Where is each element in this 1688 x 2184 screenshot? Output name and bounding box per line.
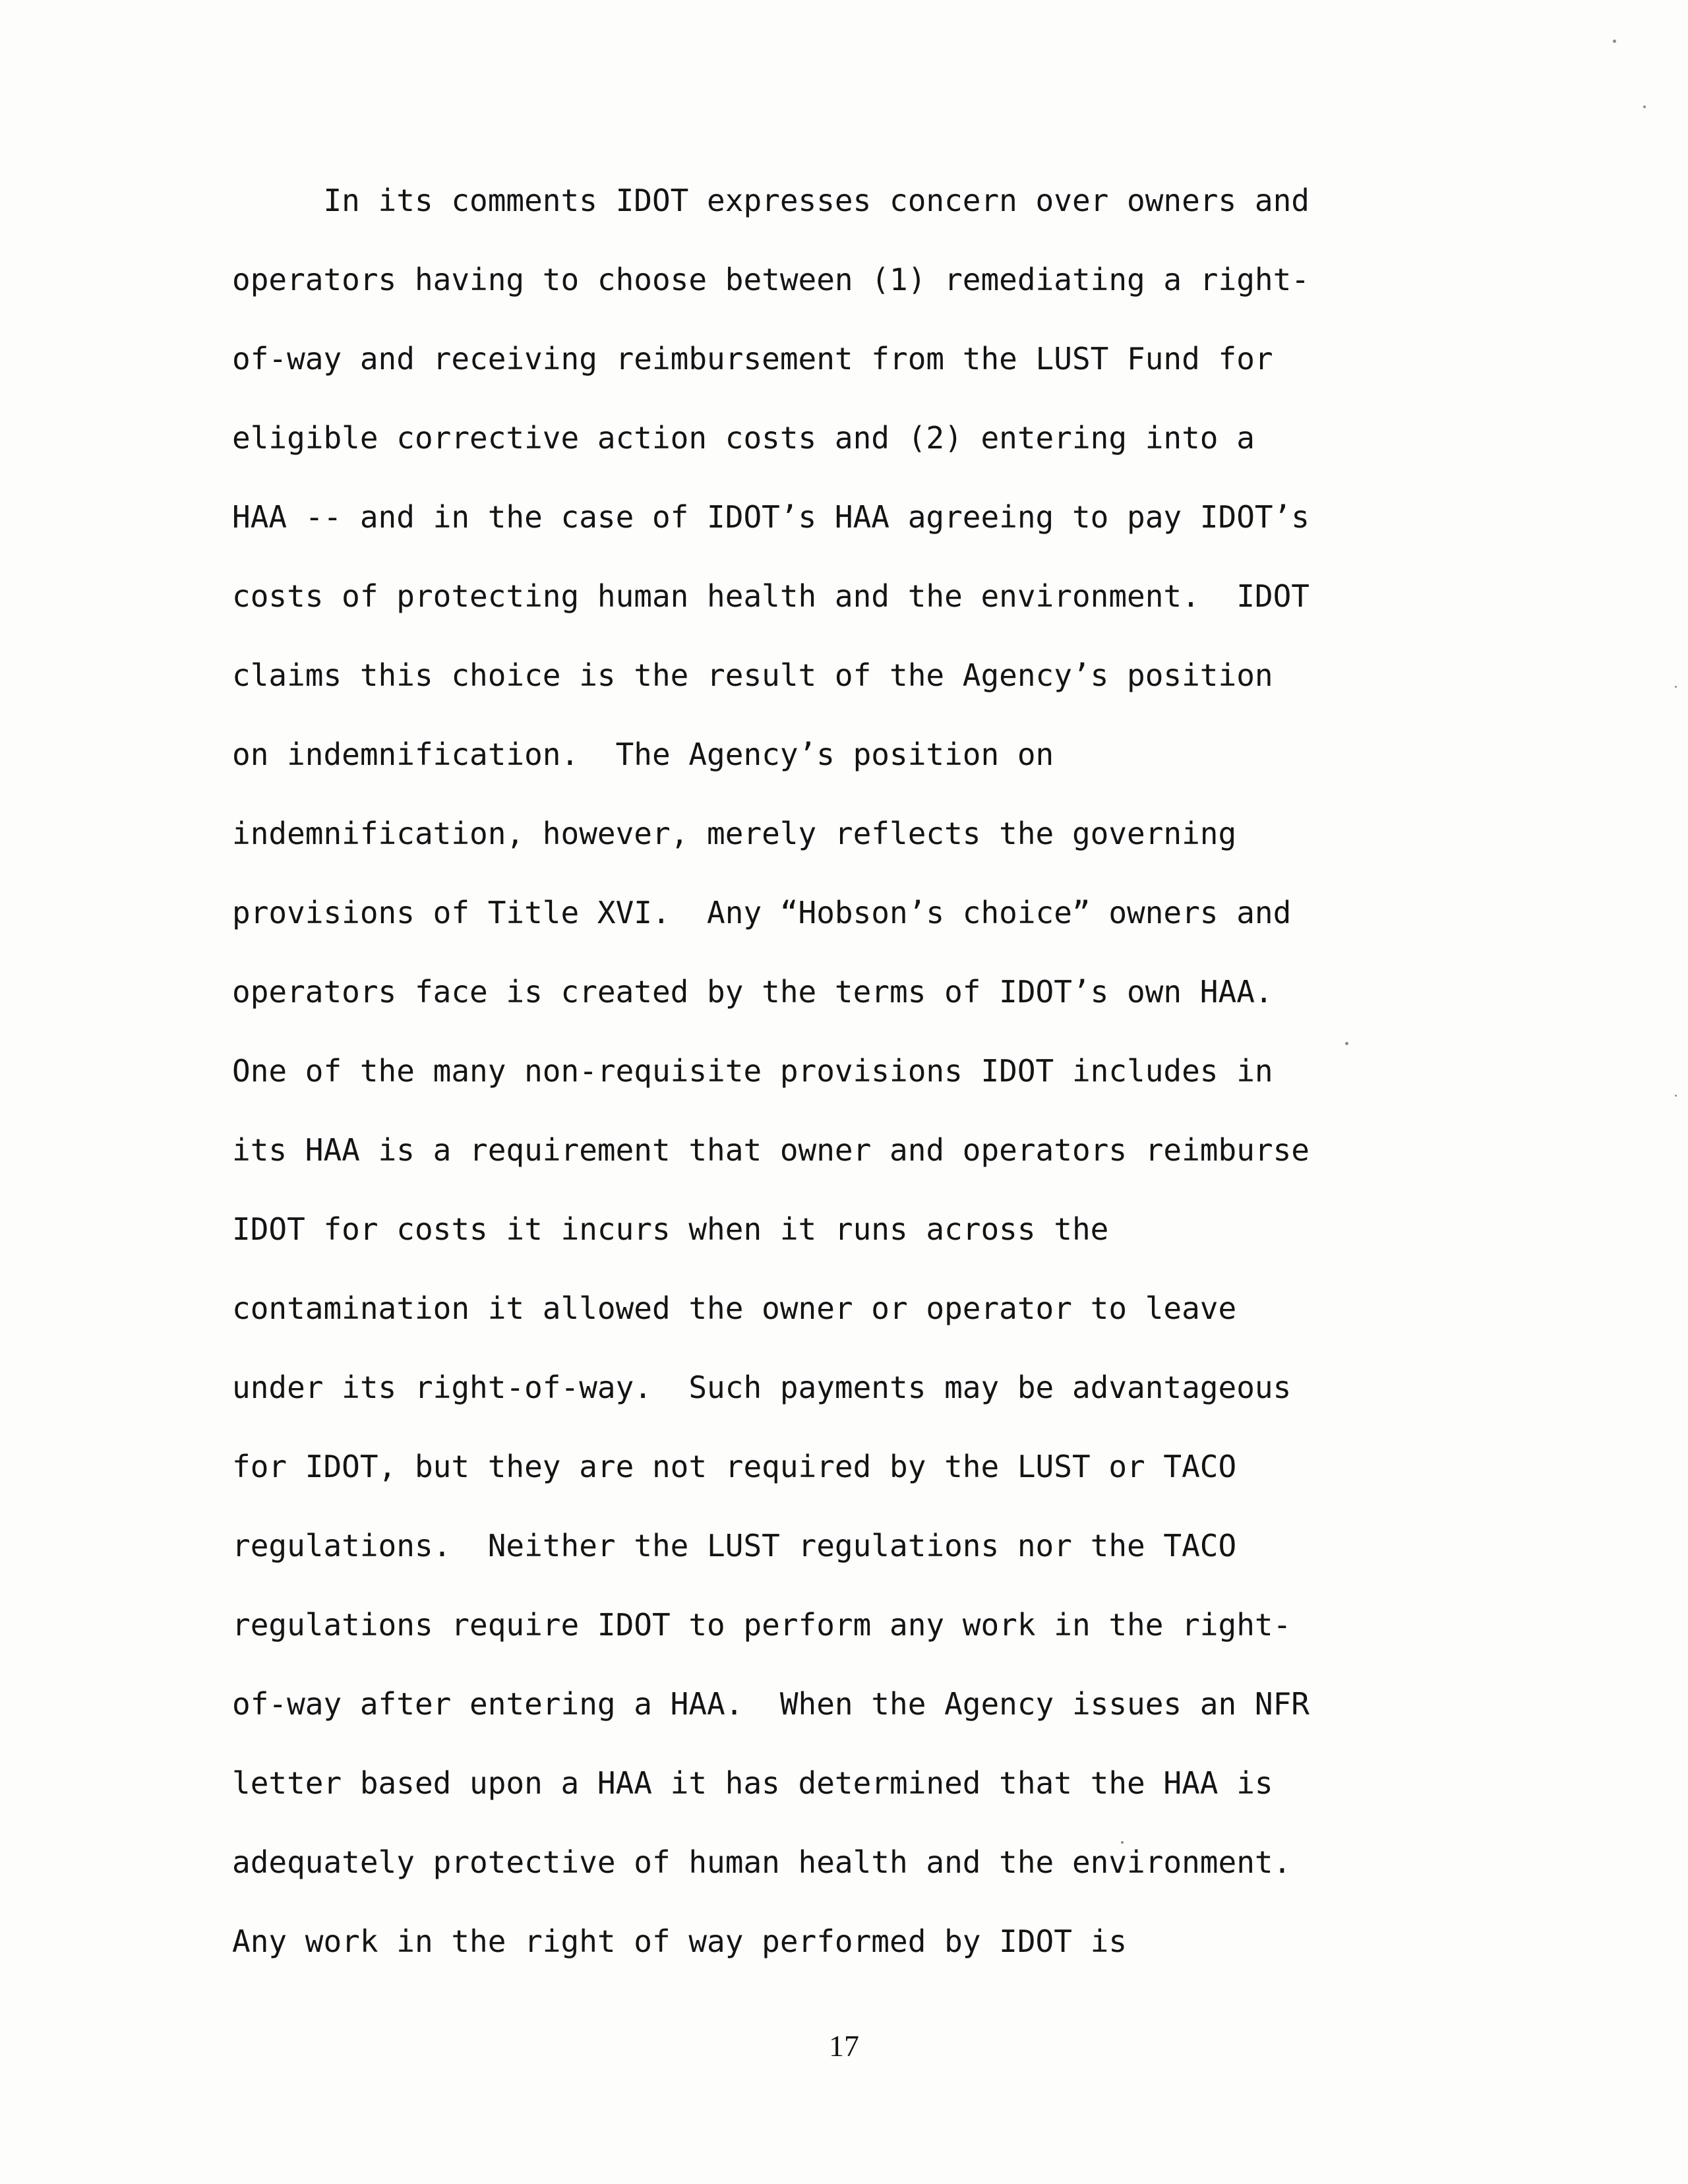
text-line: In its comments IDOT expresses concern over owners and bbox=[232, 183, 1310, 218]
scan-speck bbox=[1643, 106, 1646, 108]
text-line: contamination it allowed the owner or operator to leave bbox=[232, 1290, 1237, 1326]
text-line: eligible corrective action costs and (2) entering into a bbox=[232, 420, 1255, 456]
scan-speck bbox=[1613, 40, 1616, 43]
scan-speck bbox=[1345, 1042, 1348, 1045]
text-line: regulations. Neither the LUST regulations nor the TACO bbox=[232, 1528, 1237, 1563]
scan-speck bbox=[1121, 1841, 1124, 1844]
text-line: on indemnification. The Agency’s position on bbox=[232, 737, 1054, 772]
text-line: its HAA is a requirement that owner and operators reimburse bbox=[232, 1132, 1310, 1168]
text-line: letter based upon a HAA it has determined that the HAA is bbox=[232, 1765, 1273, 1801]
text-line: costs of protecting human health and the environment. IDOT bbox=[232, 578, 1310, 614]
text-line: claims this choice is the result of the Agency’s position bbox=[232, 657, 1273, 693]
text-line: under its right-of-way. Such payments may be advantageous bbox=[232, 1370, 1292, 1405]
text-line: adequately protective of human health and the environment. bbox=[232, 1844, 1292, 1880]
text-line: Any work in the right of way performed by IDOT is bbox=[232, 1924, 1128, 1959]
text-line: of-way after entering a HAA. When the Agency issues an NFR bbox=[232, 1686, 1310, 1722]
text-line: regulations require IDOT to perform any work in the right- bbox=[232, 1607, 1292, 1643]
text-line: provisions of Title XVI. Any “Hobson’s choice” owners and bbox=[232, 895, 1292, 930]
text-line: for IDOT, but they are not required by the LUST or TACO bbox=[232, 1449, 1237, 1484]
text-line: operators face is created by the terms of IDOT’s own HAA. bbox=[232, 974, 1273, 1010]
text-line: operators having to choose between (1) remediating a right- bbox=[232, 262, 1310, 297]
scan-speck bbox=[1675, 686, 1677, 688]
text-line: of-way and receiving reimbursement from the LUST Fund for bbox=[232, 341, 1273, 377]
scan-speck bbox=[1675, 1095, 1677, 1097]
text-line: indemnification, however, merely reflects the governing bbox=[232, 816, 1237, 851]
text-line: IDOT for costs it incurs when it runs across the bbox=[232, 1211, 1109, 1247]
text-line: One of the many non-requisite provisions IDOT includes in bbox=[232, 1053, 1273, 1089]
page-number: 17 bbox=[829, 2029, 859, 2063]
text-line: HAA -- and in the case of IDOT’s HAA agreeing to pay IDOT’s bbox=[232, 499, 1310, 535]
body-text bbox=[232, 179, 1419, 1999]
